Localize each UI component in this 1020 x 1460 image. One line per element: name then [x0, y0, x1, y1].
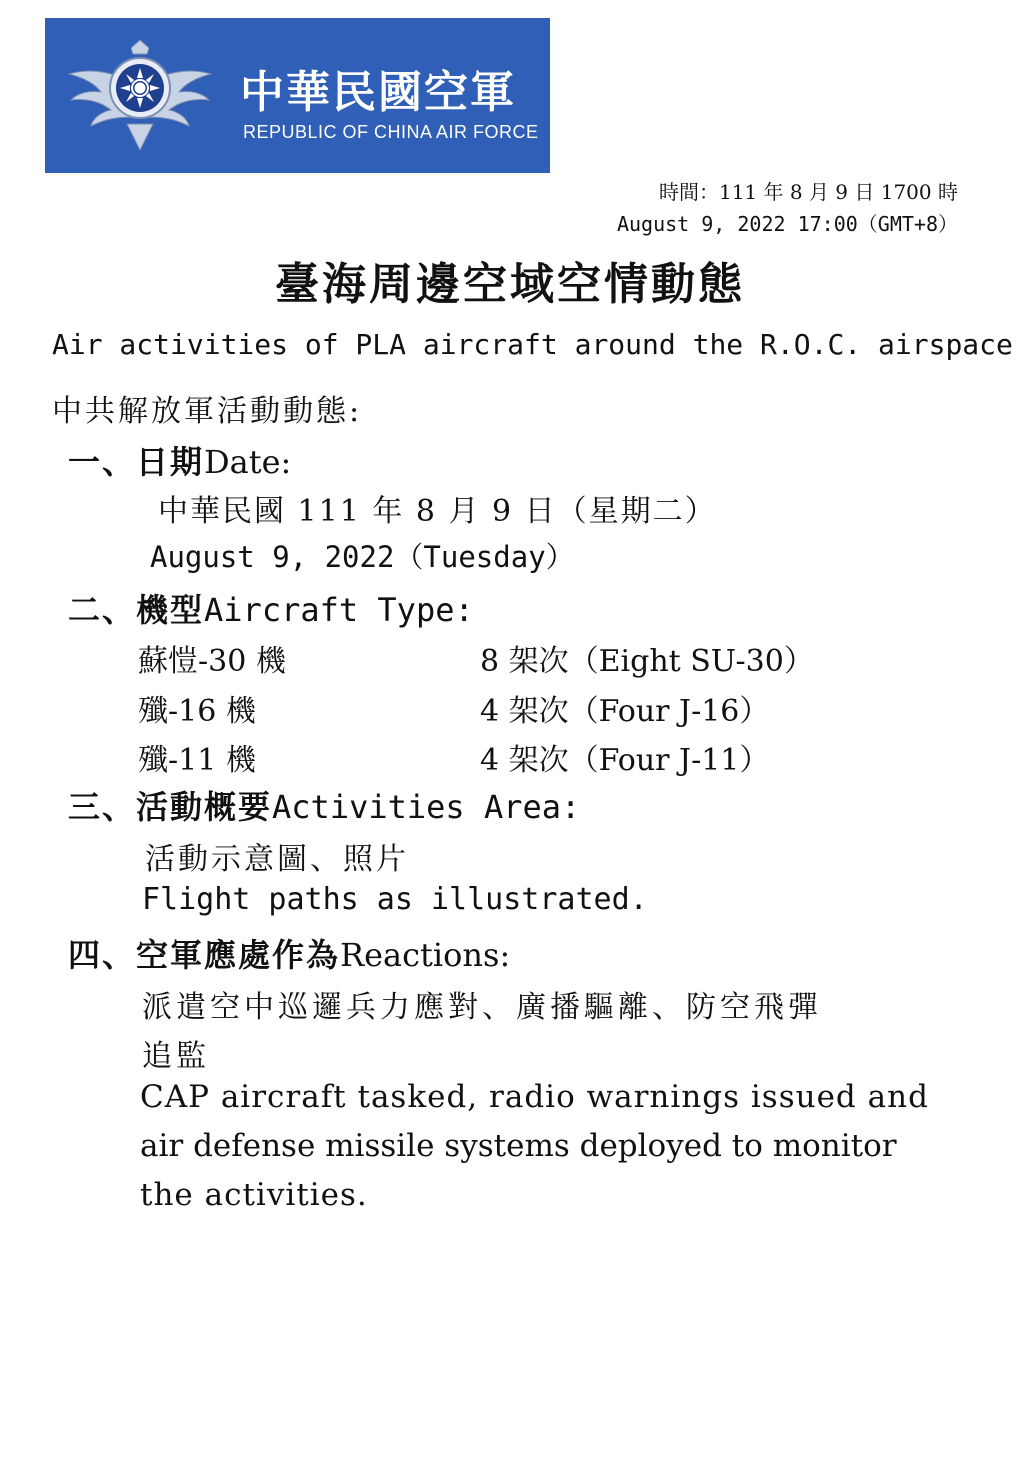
- activities-line-zh: 活動示意圖、照片: [145, 842, 409, 877]
- org-name-en: REPUBLIC OF CHINA AIR FORCE: [243, 122, 539, 142]
- reactions-line-en-2: air defense missile systems deployed to monitor: [140, 1128, 897, 1164]
- aircraft-count: 4 架次（Four J-16）: [480, 694, 770, 729]
- section-activities-heading: [68, 782, 580, 828]
- reactions-line-zh-2: 追監: [142, 1039, 210, 1074]
- subtitle-zh: 中共解放軍活動動態:: [52, 394, 363, 429]
- date-line-zh: 中華民國 111 年 8 月 9 日（星期二）: [158, 494, 717, 529]
- reactions-line-en-1: CAP aircraft tasked, radio warnings issued and: [140, 1079, 929, 1115]
- air-force-banner: [45, 18, 550, 173]
- aircraft-type: 殲-11 機: [138, 743, 256, 778]
- timestamp-zh: 時間：111 年 8 月 9 日 1700 時: [658, 180, 958, 204]
- section-heading-en: Reactions:: [340, 936, 511, 974]
- reactions-line-en-3: the activities.: [140, 1177, 368, 1213]
- aircraft-type: 殲-16 機: [138, 694, 256, 729]
- section-heading-zh: 四、空軍應處作為: [68, 936, 341, 974]
- section-reactions-heading: [68, 930, 510, 976]
- section-heading-en: Date:: [204, 443, 292, 481]
- page-title: 臺海周邊空域空情動態: [275, 259, 745, 310]
- timestamp-en: August 9, 2022 17:00（GMT+8）: [616, 212, 958, 236]
- section-aircraft-heading: [68, 585, 474, 631]
- reactions-line-zh-1: 派遣空中巡邏兵力應對、廣播驅離、防空飛彈: [142, 990, 822, 1025]
- section-heading-zh: 二、機型: [68, 591, 205, 629]
- aircraft-type: 蘇愷-30 機: [138, 644, 286, 679]
- section-date-heading: [68, 437, 291, 483]
- section-heading-zh: 三、活動概要: [68, 788, 273, 826]
- aircraft-count: 4 架次（Four J-11）: [480, 743, 770, 778]
- section-heading-en: Aircraft Type:: [204, 591, 474, 629]
- org-name-zh: 中華民國空軍: [240, 67, 516, 118]
- subtitle-en: Air activities of PLA aircraft around the R.O.C. airspace: [52, 328, 1013, 361]
- date-line-en: August 9, 2022（Tuesday）: [150, 540, 575, 574]
- section-heading-en: Activities Area:: [272, 788, 581, 826]
- timestamp-block: [617, 176, 958, 240]
- section-heading-zh: 一、日期: [68, 443, 205, 481]
- air-force-emblem-icon: [65, 40, 215, 152]
- activities-line-en: Flight paths as illustrated.: [142, 882, 648, 917]
- aircraft-count: 8 架次（Eight SU-30）: [480, 644, 814, 679]
